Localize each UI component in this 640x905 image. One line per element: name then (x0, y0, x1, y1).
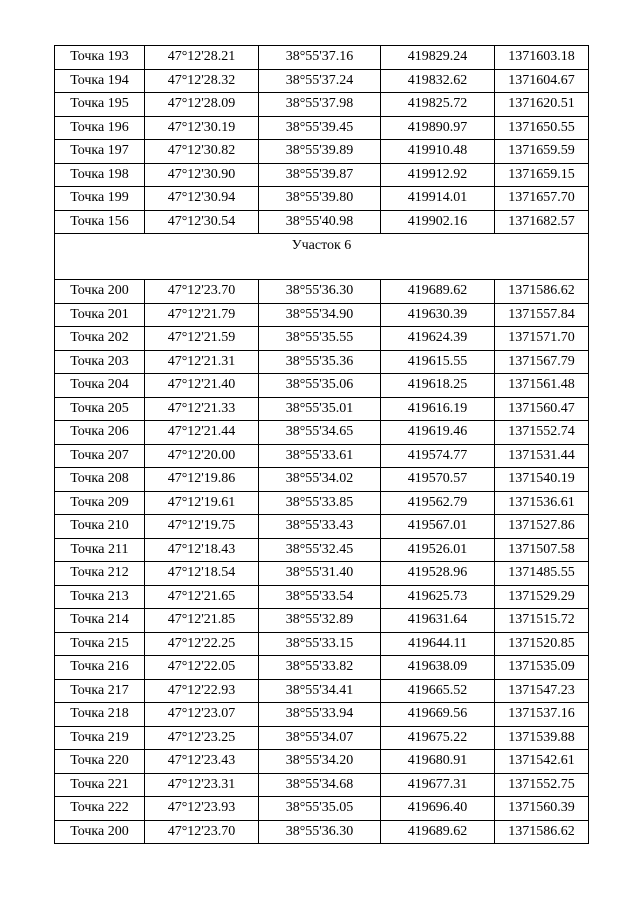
y-coordinate-cell: 1371659.59 (495, 140, 589, 164)
y-coordinate-cell: 1371535.09 (495, 656, 589, 680)
point-name-cell: Точка 203 (55, 350, 145, 374)
latitude-cell: 47°12'21.85 (145, 609, 259, 633)
longitude-cell: 38°55'33.85 (259, 491, 381, 515)
y-coordinate-cell: 1371536.61 (495, 491, 589, 515)
latitude-cell: 47°12'23.70 (145, 820, 259, 844)
latitude-cell: 47°12'21.44 (145, 421, 259, 445)
latitude-cell: 47°12'28.09 (145, 93, 259, 117)
y-coordinate-cell: 1371540.19 (495, 468, 589, 492)
y-coordinate-cell: 1371604.67 (495, 69, 589, 93)
longitude-cell: 38°55'33.43 (259, 515, 381, 539)
point-name-cell: Точка 199 (55, 187, 145, 211)
x-coordinate-cell: 419696.40 (381, 797, 495, 821)
longitude-cell: 38°55'32.89 (259, 609, 381, 633)
point-name-cell: Точка 221 (55, 773, 145, 797)
table-row (55, 280, 589, 304)
x-coordinate-cell: 419902.16 (381, 210, 495, 234)
longitude-cell: 38°55'34.07 (259, 726, 381, 750)
table-row (55, 397, 589, 421)
latitude-cell: 47°12'23.93 (145, 797, 259, 821)
x-coordinate-cell: 419630.39 (381, 303, 495, 327)
y-coordinate-cell: 1371682.57 (495, 210, 589, 234)
x-coordinate-cell: 419825.72 (381, 93, 495, 117)
x-coordinate-cell: 419665.52 (381, 679, 495, 703)
x-coordinate-cell: 419528.96 (381, 562, 495, 586)
x-coordinate-cell: 419615.55 (381, 350, 495, 374)
table-row (55, 350, 589, 374)
x-coordinate-cell: 419890.97 (381, 116, 495, 140)
longitude-cell: 38°55'31.40 (259, 562, 381, 586)
point-name-cell: Точка 194 (55, 69, 145, 93)
table-row (55, 773, 589, 797)
table-row (55, 726, 589, 750)
longitude-cell: 38°55'33.82 (259, 656, 381, 680)
latitude-cell: 47°12'22.93 (145, 679, 259, 703)
point-name-cell: Точка 204 (55, 374, 145, 398)
table-row (55, 656, 589, 680)
longitude-cell: 38°55'33.15 (259, 632, 381, 656)
x-coordinate-cell: 419689.62 (381, 280, 495, 304)
table-row (55, 444, 589, 468)
x-coordinate-cell: 419616.19 (381, 397, 495, 421)
longitude-cell: 38°55'40.98 (259, 210, 381, 234)
latitude-cell: 47°12'19.75 (145, 515, 259, 539)
point-name-cell: Точка 198 (55, 163, 145, 187)
section-title: Участок 6 (55, 234, 589, 280)
x-coordinate-cell: 419618.25 (381, 374, 495, 398)
x-coordinate-cell: 419624.39 (381, 327, 495, 351)
latitude-cell: 47°12'22.25 (145, 632, 259, 656)
y-coordinate-cell: 1371552.75 (495, 773, 589, 797)
y-coordinate-cell: 1371531.44 (495, 444, 589, 468)
point-name-cell: Точка 196 (55, 116, 145, 140)
point-name-cell: Точка 212 (55, 562, 145, 586)
longitude-cell: 38°55'39.87 (259, 163, 381, 187)
y-coordinate-cell: 1371603.18 (495, 46, 589, 70)
y-coordinate-cell: 1371527.86 (495, 515, 589, 539)
table-row (55, 163, 589, 187)
table-row (55, 93, 589, 117)
point-name-cell: Точка 215 (55, 632, 145, 656)
y-coordinate-cell: 1371586.62 (495, 820, 589, 844)
x-coordinate-cell: 419638.09 (381, 656, 495, 680)
y-coordinate-cell: 1371571.70 (495, 327, 589, 351)
latitude-cell: 47°12'30.82 (145, 140, 259, 164)
point-name-cell: Точка 193 (55, 46, 145, 70)
y-coordinate-cell: 1371657.70 (495, 187, 589, 211)
section-row (55, 234, 589, 280)
x-coordinate-cell: 419562.79 (381, 491, 495, 515)
x-coordinate-cell: 419567.01 (381, 515, 495, 539)
longitude-cell: 38°55'39.89 (259, 140, 381, 164)
point-name-cell: Точка 208 (55, 468, 145, 492)
point-name-cell: Точка 200 (55, 280, 145, 304)
latitude-cell: 47°12'23.70 (145, 280, 259, 304)
document-page (54, 45, 588, 844)
point-name-cell: Точка 207 (55, 444, 145, 468)
point-name-cell: Точка 206 (55, 421, 145, 445)
longitude-cell: 38°55'34.41 (259, 679, 381, 703)
y-coordinate-cell: 1371557.84 (495, 303, 589, 327)
longitude-cell: 38°55'34.68 (259, 773, 381, 797)
point-name-cell: Точка 156 (55, 210, 145, 234)
latitude-cell: 47°12'22.05 (145, 656, 259, 680)
latitude-cell: 47°12'30.54 (145, 210, 259, 234)
latitude-cell: 47°12'21.65 (145, 585, 259, 609)
x-coordinate-cell: 419574.77 (381, 444, 495, 468)
table-row (55, 562, 589, 586)
y-coordinate-cell: 1371529.29 (495, 585, 589, 609)
x-coordinate-cell: 419570.57 (381, 468, 495, 492)
coordinates-table (54, 45, 589, 844)
table-row (55, 187, 589, 211)
point-name-cell: Точка 209 (55, 491, 145, 515)
latitude-cell: 47°12'19.61 (145, 491, 259, 515)
latitude-cell: 47°12'21.31 (145, 350, 259, 374)
point-name-cell: Точка 200 (55, 820, 145, 844)
coordinates-table-body (55, 46, 589, 844)
point-name-cell: Точка 214 (55, 609, 145, 633)
table-row (55, 140, 589, 164)
longitude-cell: 38°55'36.30 (259, 280, 381, 304)
latitude-cell: 47°12'28.32 (145, 69, 259, 93)
latitude-cell: 47°12'18.43 (145, 538, 259, 562)
x-coordinate-cell: 419912.92 (381, 163, 495, 187)
longitude-cell: 38°55'36.30 (259, 820, 381, 844)
latitude-cell: 47°12'23.07 (145, 703, 259, 727)
y-coordinate-cell: 1371567.79 (495, 350, 589, 374)
longitude-cell: 38°55'32.45 (259, 538, 381, 562)
table-row (55, 210, 589, 234)
y-coordinate-cell: 1371547.23 (495, 679, 589, 703)
x-coordinate-cell: 419832.62 (381, 69, 495, 93)
latitude-cell: 47°12'23.43 (145, 750, 259, 774)
point-name-cell: Точка 210 (55, 515, 145, 539)
point-name-cell: Точка 205 (55, 397, 145, 421)
latitude-cell: 47°12'30.94 (145, 187, 259, 211)
y-coordinate-cell: 1371586.62 (495, 280, 589, 304)
point-name-cell: Точка 222 (55, 797, 145, 821)
latitude-cell: 47°12'21.59 (145, 327, 259, 351)
point-name-cell: Точка 220 (55, 750, 145, 774)
table-row (55, 750, 589, 774)
y-coordinate-cell: 1371520.85 (495, 632, 589, 656)
y-coordinate-cell: 1371560.39 (495, 797, 589, 821)
x-coordinate-cell: 419914.01 (381, 187, 495, 211)
longitude-cell: 38°55'35.55 (259, 327, 381, 351)
longitude-cell: 38°55'39.80 (259, 187, 381, 211)
table-row (55, 327, 589, 351)
y-coordinate-cell: 1371485.55 (495, 562, 589, 586)
longitude-cell: 38°55'34.02 (259, 468, 381, 492)
table-row (55, 797, 589, 821)
x-coordinate-cell: 419526.01 (381, 538, 495, 562)
longitude-cell: 38°55'34.65 (259, 421, 381, 445)
y-coordinate-cell: 1371539.88 (495, 726, 589, 750)
longitude-cell: 38°55'33.94 (259, 703, 381, 727)
longitude-cell: 38°55'39.45 (259, 116, 381, 140)
table-row (55, 303, 589, 327)
point-name-cell: Точка 202 (55, 327, 145, 351)
latitude-cell: 47°12'28.21 (145, 46, 259, 70)
x-coordinate-cell: 419680.91 (381, 750, 495, 774)
longitude-cell: 38°55'35.36 (259, 350, 381, 374)
x-coordinate-cell: 419669.56 (381, 703, 495, 727)
latitude-cell: 47°12'30.19 (145, 116, 259, 140)
point-name-cell: Точка 195 (55, 93, 145, 117)
table-row (55, 820, 589, 844)
latitude-cell: 47°12'20.00 (145, 444, 259, 468)
longitude-cell: 38°55'37.16 (259, 46, 381, 70)
table-row (55, 116, 589, 140)
longitude-cell: 38°55'37.24 (259, 69, 381, 93)
table-row (55, 703, 589, 727)
table-row (55, 374, 589, 398)
table-row (55, 538, 589, 562)
longitude-cell: 38°55'34.20 (259, 750, 381, 774)
y-coordinate-cell: 1371542.61 (495, 750, 589, 774)
table-row (55, 585, 589, 609)
latitude-cell: 47°12'21.40 (145, 374, 259, 398)
longitude-cell: 38°55'35.06 (259, 374, 381, 398)
y-coordinate-cell: 1371552.74 (495, 421, 589, 445)
x-coordinate-cell: 419631.64 (381, 609, 495, 633)
point-name-cell: Точка 219 (55, 726, 145, 750)
y-coordinate-cell: 1371560.47 (495, 397, 589, 421)
latitude-cell: 47°12'19.86 (145, 468, 259, 492)
point-name-cell: Точка 201 (55, 303, 145, 327)
point-name-cell: Точка 217 (55, 679, 145, 703)
point-name-cell: Точка 218 (55, 703, 145, 727)
table-row (55, 679, 589, 703)
latitude-cell: 47°12'30.90 (145, 163, 259, 187)
table-row (55, 468, 589, 492)
x-coordinate-cell: 419829.24 (381, 46, 495, 70)
longitude-cell: 38°55'33.61 (259, 444, 381, 468)
y-coordinate-cell: 1371561.48 (495, 374, 589, 398)
table-row (55, 491, 589, 515)
point-name-cell: Точка 216 (55, 656, 145, 680)
table-row (55, 609, 589, 633)
table-row (55, 632, 589, 656)
x-coordinate-cell: 419619.46 (381, 421, 495, 445)
latitude-cell: 47°12'18.54 (145, 562, 259, 586)
y-coordinate-cell: 1371507.58 (495, 538, 589, 562)
table-row (55, 46, 589, 70)
table-row (55, 69, 589, 93)
x-coordinate-cell: 419910.48 (381, 140, 495, 164)
x-coordinate-cell: 419675.22 (381, 726, 495, 750)
longitude-cell: 38°55'34.90 (259, 303, 381, 327)
table-row (55, 515, 589, 539)
point-name-cell: Точка 197 (55, 140, 145, 164)
y-coordinate-cell: 1371515.72 (495, 609, 589, 633)
y-coordinate-cell: 1371620.51 (495, 93, 589, 117)
latitude-cell: 47°12'23.31 (145, 773, 259, 797)
longitude-cell: 38°55'35.05 (259, 797, 381, 821)
latitude-cell: 47°12'21.79 (145, 303, 259, 327)
y-coordinate-cell: 1371650.55 (495, 116, 589, 140)
table-row (55, 421, 589, 445)
longitude-cell: 38°55'33.54 (259, 585, 381, 609)
longitude-cell: 38°55'37.98 (259, 93, 381, 117)
point-name-cell: Точка 211 (55, 538, 145, 562)
x-coordinate-cell: 419644.11 (381, 632, 495, 656)
x-coordinate-cell: 419625.73 (381, 585, 495, 609)
y-coordinate-cell: 1371537.16 (495, 703, 589, 727)
point-name-cell: Точка 213 (55, 585, 145, 609)
latitude-cell: 47°12'23.25 (145, 726, 259, 750)
latitude-cell: 47°12'21.33 (145, 397, 259, 421)
longitude-cell: 38°55'35.01 (259, 397, 381, 421)
x-coordinate-cell: 419677.31 (381, 773, 495, 797)
y-coordinate-cell: 1371659.15 (495, 163, 589, 187)
x-coordinate-cell: 419689.62 (381, 820, 495, 844)
